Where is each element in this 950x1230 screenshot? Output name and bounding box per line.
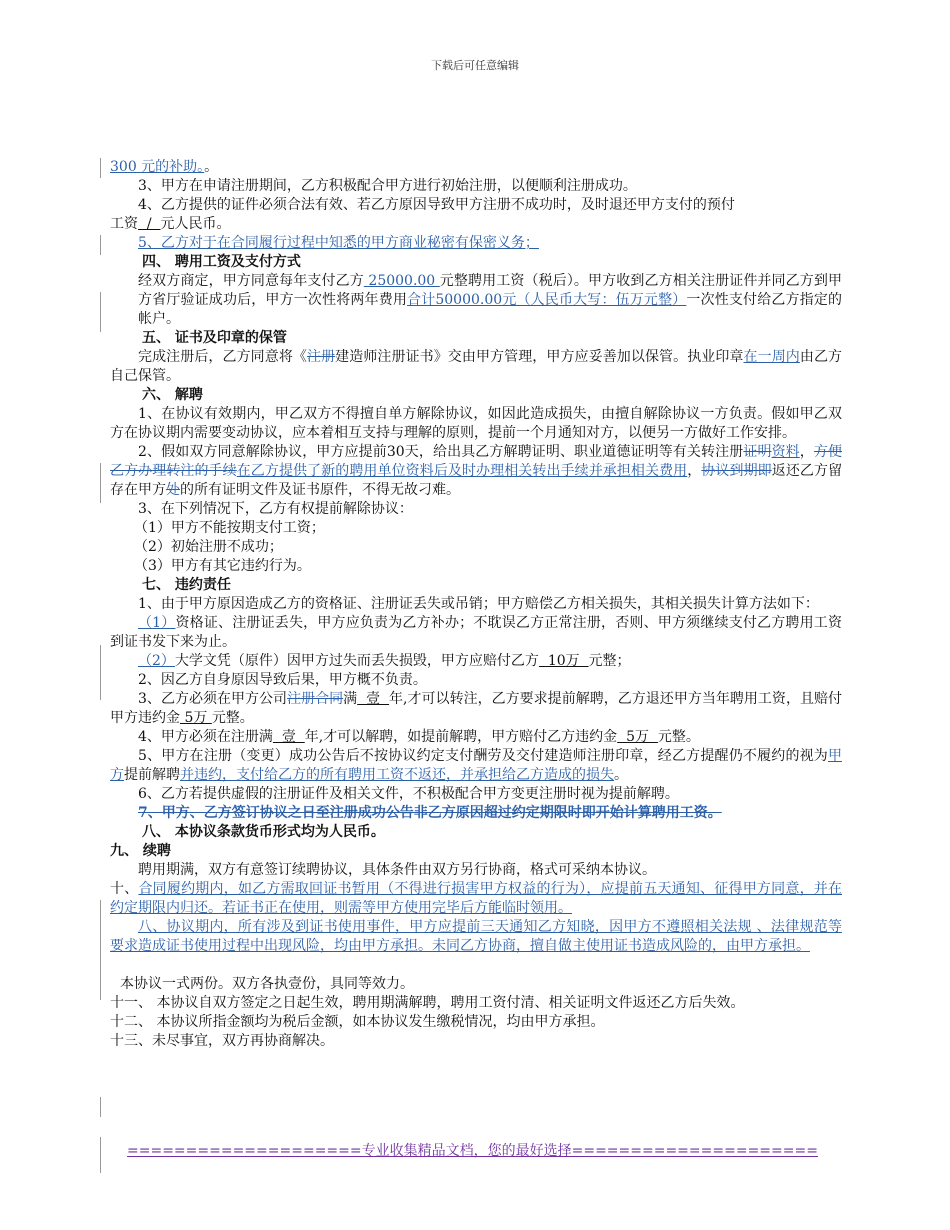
deleted-text: 方便乙方办理转注的手续: [110, 444, 842, 479]
change-bar: [100, 1097, 101, 1117]
paragraph: 本协议一式两份。双方各执壹份，具同等效力。: [120, 976, 414, 992]
text: 年,才可以转注，乙方要求提前解聘，乙方退还甲方当年聘用工资，且赔付甲方违约金: [110, 691, 842, 726]
paragraph: 4、乙方提供的证件必须合法有效、若乙方原因导致甲方注册不成功时，及时退还甲方支付的预付: [138, 197, 735, 213]
paragraph: [110, 918, 842, 956]
text: 返还乙方留存在甲方: [110, 463, 843, 498]
text: 。: [204, 159, 219, 175]
change-bar: [100, 1137, 101, 1173]
text: 元整。: [211, 710, 254, 726]
section-heading: 四、 聘用工资及支付方式: [142, 254, 301, 270]
deleted-text: 协议到期即: [701, 463, 772, 479]
text: 经双方商定，甲方同意每年支付乙方: [138, 273, 364, 289]
page-header: 下载后可任意编辑: [431, 59, 519, 72]
paragraph: 十一、 本协议自双方签定之日起生效，聘用期满解聘，聘用工资付清、相关证明文件返还乙方后失效。: [110, 995, 745, 1011]
change-bar: [100, 645, 101, 700]
change-bar: [100, 158, 101, 178]
paragraph: [110, 652, 842, 671]
inserted-text: 八、协议期内，所有涉及到证书使用事件，甲方应提前三天通知乙方知晓，因甲方不遵照相关法规 、法律规范等要求造成证书使用过程中出现风险，均由甲方承担。未同乙方协商，擅自做主使用证书造成风险的，由甲方承担。: [110, 919, 842, 954]
paragraph: 3、在下列情况下，乙方有权提前解除协议：: [138, 501, 413, 517]
inserted-text: 合同履约期内，如乙方需取回证书暂用（不得进行损害甲方权益的行为），应提前五天通知、征得甲方同意，并在约定期限内归还。若证书正在使用，则需等甲方使用完毕后方能临时领用。: [110, 881, 843, 916]
change-bar: [100, 235, 101, 255]
text: ，: [799, 444, 814, 460]
paragraph: [110, 728, 842, 747]
paragraph: 聘用期满，双方有意签订续聘协议，具体条件由双方另行协商，格式可采纳本协议。: [138, 862, 656, 878]
paragraph: [110, 804, 842, 823]
list-item: （1）甲方不能按期支付工资；: [134, 520, 325, 536]
text: 元整聘用工资（税后）。甲方收到乙方相关注册证件并同乙方到甲方省厅验证成功后，甲方一次性将两年费用: [138, 273, 843, 308]
paragraph: [110, 690, 842, 728]
text: 元整。: [657, 729, 700, 745]
paragraph: [110, 443, 842, 500]
text: 大学文凭（原件）因甲方过失而丢失损毁，甲方应赔付乙方: [174, 653, 539, 669]
text: 2、假如双方同意解除协议，甲方应提前30天，给出具乙方解聘证明、职业道德证明等有关转注册: [138, 444, 744, 460]
deleted-text: 注册: [306, 349, 336, 365]
paragraph: [110, 272, 842, 329]
section-heading: 九、 续聘: [110, 843, 171, 859]
inserted-text: 甲方: [110, 748, 842, 783]
text: 十、: [110, 881, 139, 897]
section-heading: 六、 解聘: [142, 387, 203, 403]
paragraph: [110, 215, 842, 234]
paragraph: [110, 614, 842, 652]
text: 提前解聘: [124, 767, 180, 783]
paragraph: [110, 158, 842, 177]
document-body: [110, 158, 842, 1051]
text: 年,才可以解聘，如提前解聘，甲方赔付乙方违约金: [304, 729, 618, 745]
paragraph: 6、乙方若提供虚假的注册证件及相关文件，不积极配合甲方变更注册时视为提前解聘。: [138, 786, 679, 802]
list-item: （3）甲方有其它违约行为。: [134, 558, 311, 574]
page-footer: ====================专业收集精品文档，您的最好选择=====================: [127, 1143, 818, 1159]
paragraph: 3、甲方在申请注册期间，乙方积极配合甲方进行初始注册，以便顺利注册成功。: [138, 178, 637, 194]
deleted-text: 注册合同: [287, 691, 344, 707]
paragraph: 十三、未尽事宜，双方再协商解决。: [110, 1033, 334, 1049]
paragraph: 1、在协议有效期内，甲乙双方不得擅自单方解除协议，如因此造成损失，由擅自解除协议一方负责。假如甲乙双方在协议期内需要变动协议，应本着相互支持与理解的原则，提前一个月通知对方，以便另一方做好工作安排。: [110, 406, 842, 441]
deleted-text: 处: [166, 482, 180, 498]
deleted-text: 7、甲方、乙方签订协议之日至注册成功公告非乙方原因超过约定期限时即开始计算聘用工资。: [138, 805, 722, 821]
change-bar: [100, 292, 101, 332]
inserted-text: 在一周内: [743, 349, 800, 365]
text: 3、乙方必须在甲方公司: [138, 691, 288, 707]
list-item: （2）初始注册不成功；: [134, 539, 283, 555]
text: 元整；: [588, 653, 631, 669]
paragraph: [110, 880, 842, 918]
inserted-text: 5、乙方对于在合同履行过程中知悉的甲方商业秘密有保密义务；: [138, 235, 539, 251]
inserted-text: 在乙方提供了新的聘用单位资料后及时办理相关转出手续: [236, 463, 589, 479]
text: 由乙方自己保管。: [110, 349, 843, 384]
inserted-text: 300 元的补助。: [110, 159, 205, 175]
text: ，: [687, 463, 702, 479]
inserted-text: （2）: [138, 653, 175, 669]
inserted-text: 并违约，支付给乙方的所有聘用工资不返还，并承担给乙方造成的损失: [180, 767, 614, 783]
inserted-text: 资料: [771, 444, 800, 460]
section-heading: 八、 本协议条款货币形式均为人民币。: [142, 824, 385, 840]
blank-field: 壹: [357, 691, 390, 707]
change-bar: [100, 900, 101, 1000]
text: 5、甲方在注册（变更）成功公告后不按协议约定支付酬劳及交付建造师注册印章，经乙方提醒仍不履约的视为: [138, 748, 828, 764]
section-heading: 七、 违约责任: [142, 577, 231, 593]
inserted-text: 25000.00: [363, 273, 440, 289]
text: 资格证、注册证丢失，甲方应负责为乙方补办；不耽误乙方正常注册，否则、甲方须继续支付乙方聘用工资到证书发下来为止。: [110, 615, 842, 650]
text: 建造师注册证书》交由甲方管理，甲方应妥善加以保管。执业印章: [335, 349, 744, 365]
section-heading: 五、 证书及印章的保管: [142, 330, 287, 346]
text: 完成注册后，乙方同意将《: [138, 349, 307, 365]
blank-field: /: [138, 216, 161, 232]
blank-field: 5万: [180, 710, 212, 726]
blank-field: 10万: [538, 653, 589, 669]
paragraph: [110, 747, 842, 785]
inserted-text: 合计50000.00元（人民币大写：伍万元整）: [407, 292, 687, 308]
change-bar: [100, 463, 101, 503]
text: 。: [614, 767, 628, 783]
paragraph: [110, 348, 842, 386]
text: 的所有证明文件及证书原件，不得无故刁难。: [180, 482, 460, 498]
blank-field: 5万: [617, 729, 658, 745]
text: 工资: [110, 216, 138, 232]
inserted-text: 并承担相关费用: [588, 463, 688, 479]
paragraph: 1、由于甲方原因造成乙方的资格证、注册证丢失或吊销；甲方赔偿乙方相关损失，其相关损失计算方法如下：: [138, 596, 819, 612]
paragraph: 2、因乙方自身原因导致后果，甲方概不负责。: [138, 672, 427, 688]
text: 元人民币。: [160, 216, 231, 232]
inserted-text: （1）: [138, 615, 176, 631]
deleted-text: 证明: [743, 444, 772, 460]
paragraph: 十二、 本协议所指金额均为税后金额，如本协议发生缴税情况，均由甲方承担。: [110, 1014, 605, 1030]
text: 4、甲方必须在注册满: [138, 729, 273, 745]
paragraph: [110, 234, 842, 253]
text: 满: [343, 691, 358, 707]
text: 一次性支付给乙方指定的帐户。: [138, 292, 843, 327]
blank-field: 壹: [272, 729, 305, 745]
